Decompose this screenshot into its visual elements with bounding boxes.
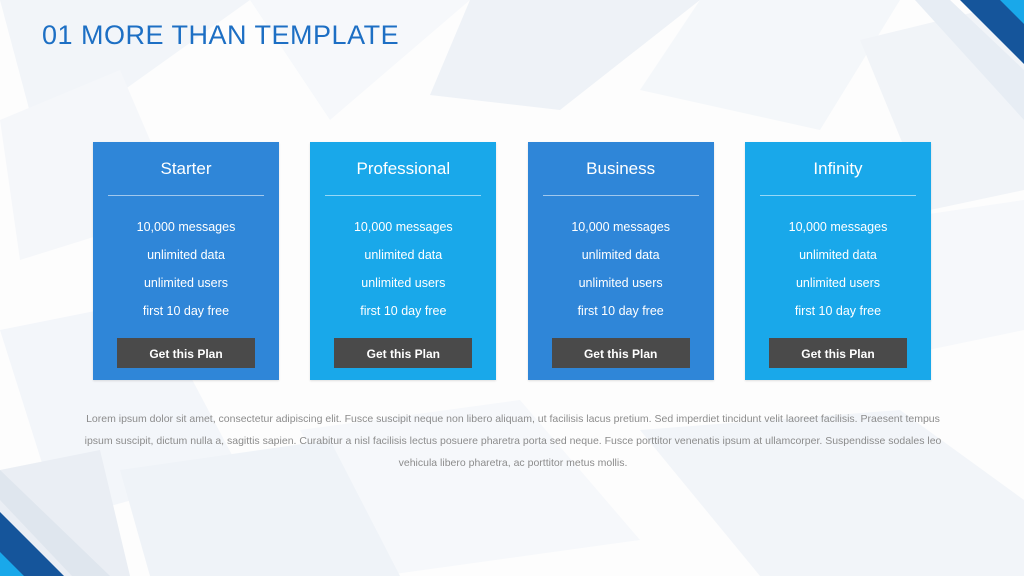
plan-feature: unlimited users xyxy=(361,276,446,290)
get-this-plan-button[interactable]: Get this Plan xyxy=(334,338,472,368)
pricing-cards xyxy=(93,142,931,380)
plan-name: Infinity xyxy=(813,159,863,178)
plan-feature: unlimited data xyxy=(799,248,877,262)
plan-features xyxy=(310,196,496,325)
plan-feature: unlimited data xyxy=(581,248,660,262)
plan-feature: unlimited users xyxy=(578,276,663,290)
pricing-card-starter[interactable] xyxy=(93,142,279,380)
plan-feature: first 10 day free xyxy=(577,304,664,318)
plan-feature: 10,000 messages xyxy=(353,220,453,234)
plan-feature: unlimited data xyxy=(147,248,225,262)
pricing-card-business[interactable] xyxy=(528,142,714,380)
pricing-card-infinity[interactable] xyxy=(745,142,931,380)
plan-name: Professional xyxy=(356,159,451,178)
plan-feature: 10,000 messages xyxy=(571,220,670,234)
pricing-card-professional[interactable] xyxy=(310,142,496,380)
plan-features xyxy=(745,196,931,325)
plan-features xyxy=(93,196,279,325)
body-paragraph: Lorem ipsum dolor sit amet, consectetur adipiscing elit. Fusce suscipit neque non libero aliquam, ut facilisis lacus pretium. Sed imperdiet tincidunt velit laoreet facilisis. Praesent tempus ipsum suscipit, dictum nulla a, sagittis sapien. Curabitur a nisl facilisis lectus posuere pharetra porta sed neque. Fusce porttitor venenatis ipsum at ullamcorper. Suspendisse sodales leo vehicula libero pharetra, ac porttitor metus mollis. xyxy=(84,413,942,469)
plan-name: Business xyxy=(586,159,656,178)
plan-feature: 10,000 messages xyxy=(788,220,888,234)
plan-feature: unlimited users xyxy=(795,276,881,290)
plan-feature: unlimited data xyxy=(364,248,443,262)
plan-features xyxy=(528,196,714,325)
plan-feature: first 10 day free xyxy=(794,304,882,318)
plan-feature: first 10 day free xyxy=(360,304,447,318)
get-this-plan-button[interactable]: Get this Plan xyxy=(552,338,690,368)
plan-feature: 10,000 messages xyxy=(136,220,236,234)
get-this-plan-button[interactable]: Get this Plan xyxy=(117,338,255,368)
page-title: 01 MORE THAN TEMPLATE xyxy=(42,20,400,50)
plan-name: Starter xyxy=(160,159,212,178)
plan-feature: first 10 day free xyxy=(142,304,230,318)
plan-feature: unlimited users xyxy=(143,276,229,290)
get-this-plan-button[interactable]: Get this Plan xyxy=(769,338,907,368)
